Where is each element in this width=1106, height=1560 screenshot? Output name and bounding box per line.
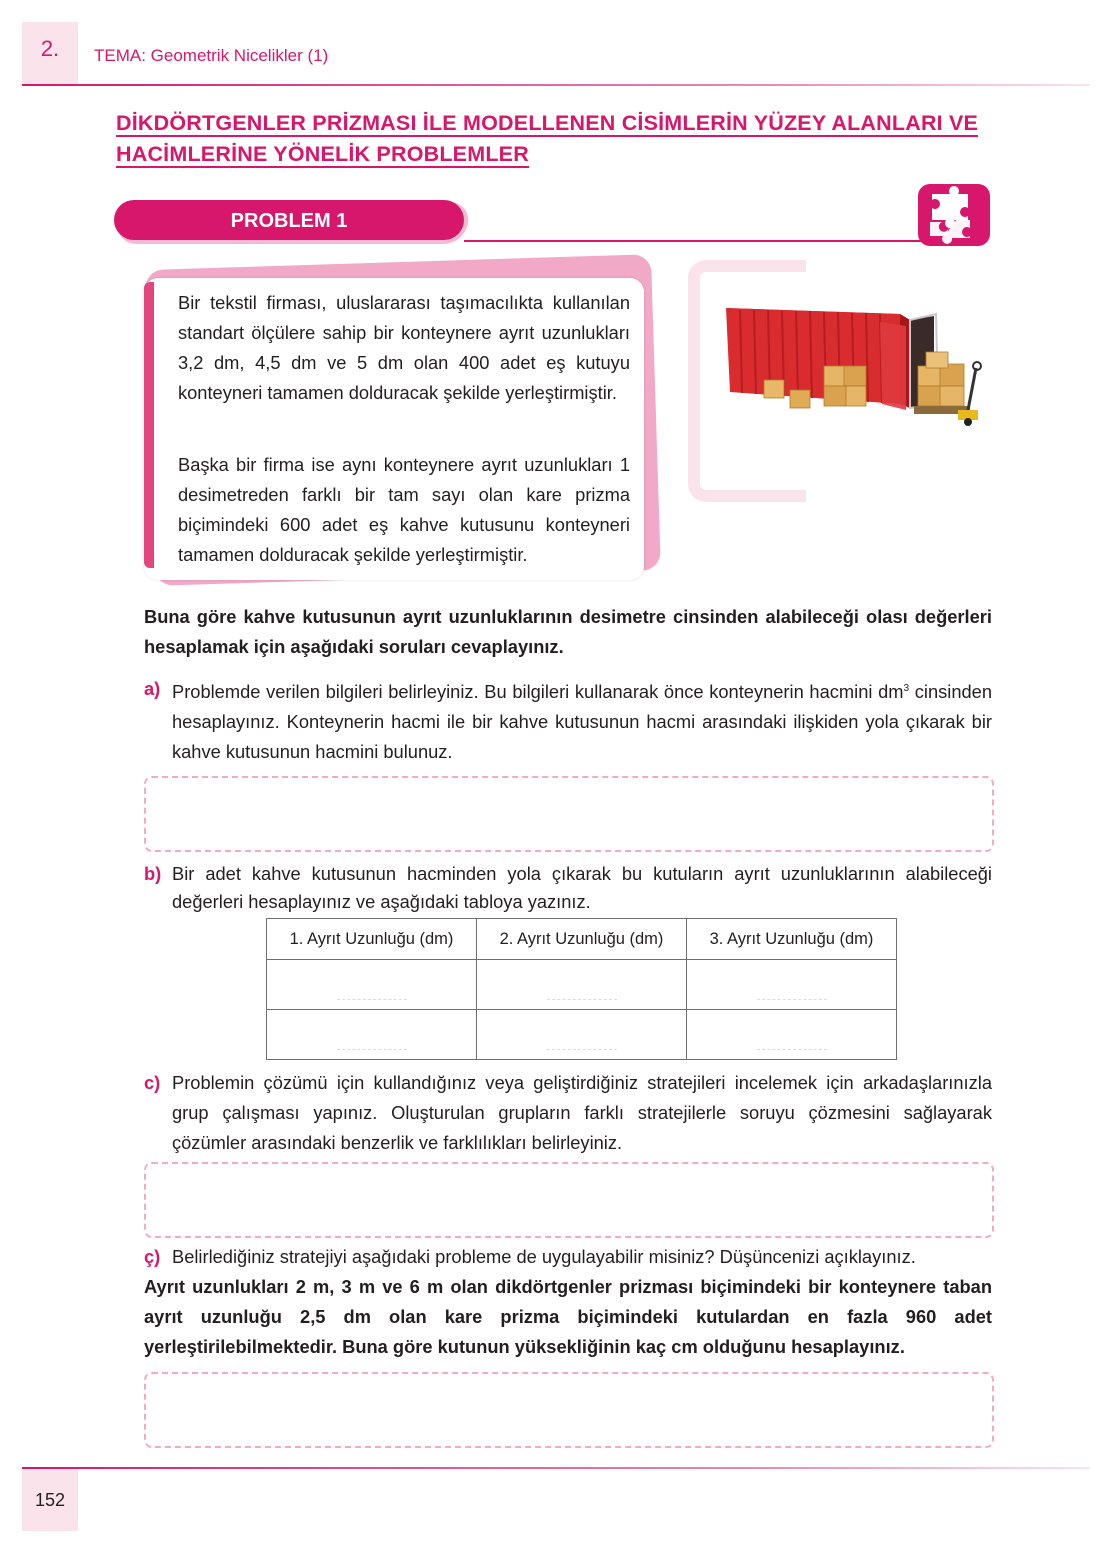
- answer-box-c[interactable]: [144, 1162, 994, 1238]
- question-c-text: Problemin çözümü için kullandığınız veya geliştirdiğiniz stratejileri incelemek için arkadaşlarınızla grup çalışması yapınız. Oluşturulan grupların farklı stratejilerle soruyu çözmesini sağlayarak çözümler arasındaki benzerlik ve farklılıkları belirleyiniz.: [172, 1072, 992, 1153]
- table-cell[interactable]: [477, 960, 687, 1010]
- theme-title: TEMA: Geometrik Nicelikler (1): [94, 46, 329, 65]
- table-row: [267, 960, 897, 1010]
- card-paragraph-1: Bir tekstil firması, uluslararası taşımacılıkta kullanılan standart ölçülere sahip bir konteynere ayrıt uzunlukları 3,2 dm, 4,5 dm ve 5 dm olan 400 adet eş kutuyu konteyneri tamamen dolduracak şekilde yerleştirmiştir.: [178, 292, 630, 403]
- question-b-text: Bir adet kahve kutusunun hacminden yola çıkarak bu kutuların ayrıt uzunluklarının alabileceği değerleri hesaplayınız ve aşağıdaki tabloya yazınız.: [172, 863, 992, 912]
- problem-underline: [464, 240, 924, 242]
- question-b-label: b): [144, 863, 162, 884]
- table-header-1: 1. Ayrıt Uzunluğu (dm): [267, 919, 477, 960]
- chapter-number: 2.: [40, 36, 60, 61]
- answer-box-cc[interactable]: [144, 1372, 994, 1448]
- table-cell[interactable]: [687, 960, 897, 1010]
- problem-label: PROBLEM 1: [230, 210, 348, 232]
- section-title-line2: HACİMLERİNE YÖNELİK PROBLEMLER: [116, 142, 529, 166]
- question-a-text-2: cinsinden hesaplayınız. Konteynerin hacmi ile bir kahve kutusunun hacmi arasındaki ilişkiden yola çıkarak bir kahve kutusunun hacmini bulunuz.: [172, 681, 992, 763]
- card-paragraph-2: Başka bir firma ise aynı konteynere ayrıt uzunlukları 1 desimetreden farklı bir tam sayı olan kare prizma biçimindeki 600 adet eş kahve kutusunu konteyneri tamamen dolduracak şekilde yerleştirmiştir.: [178, 454, 630, 565]
- question-a-text: [172, 674, 992, 767]
- question-a-label: a): [144, 678, 161, 699]
- question-c-label: c): [144, 1072, 161, 1093]
- table-header-3: 3. Ayrıt Uzunluğu (dm): [687, 919, 897, 960]
- page-number: 152: [34, 1490, 66, 1510]
- question-a-superscript: 3: [903, 683, 910, 694]
- table-row: [267, 1010, 897, 1060]
- edge-length-table: [266, 918, 897, 1060]
- card-accent-bar: [144, 282, 154, 568]
- table-cell[interactable]: [687, 1010, 897, 1060]
- table-header-row: [267, 919, 897, 960]
- question-cc-problem: Ayrıt uzunlukları 2 m, 3 m ve 6 m olan dikdörtgenler prizması biçimindeki bir konteynere taban ayrıt uzunluğu 2,5 dm olan kare prizma biçimindeki kutulardan en fazla 960 adet yerleştirilebilmektedir. Buna göre kutunun yüksekliğinin kaç cm olduğunu hesaplayınız.: [144, 1276, 992, 1357]
- table-cell[interactable]: [267, 960, 477, 1010]
- footer-divider: [22, 1467, 1090, 1469]
- question-cc-text: Belirlediğiniz stratejiyi aşağıdaki probleme de uygulayabilir misiniz? Düşüncenizi açıklayınız.: [172, 1246, 916, 1267]
- instruction-text: Buna göre kahve kutusunun ayrıt uzunluklarının desimetre cinsinden alabileceği olası değerleri hesaplamak için aşağıdaki soruları cevaplayınız.: [144, 606, 992, 657]
- question-a-text-1: Problemde verilen bilgileri belirleyiniz. Bu bilgileri kullanarak önce konteynerin hacmini dm: [172, 681, 904, 703]
- puzzle-icon: [918, 184, 990, 246]
- section-title-line1: DİKDÖRTGENLER PRİZMASI İLE MODELLENEN CİSİMLERİN YÜZEY ALANLARI VE: [116, 111, 979, 135]
- table-cell[interactable]: [267, 1010, 477, 1060]
- table-header-2: 2. Ayrıt Uzunluğu (dm): [477, 919, 687, 960]
- header-divider: [22, 84, 1090, 86]
- answer-box-a[interactable]: [144, 776, 994, 852]
- table-cell[interactable]: [477, 1010, 687, 1060]
- section-title: [116, 108, 996, 170]
- question-cc-label: ç): [144, 1246, 161, 1267]
- container-illustration: [720, 292, 990, 442]
